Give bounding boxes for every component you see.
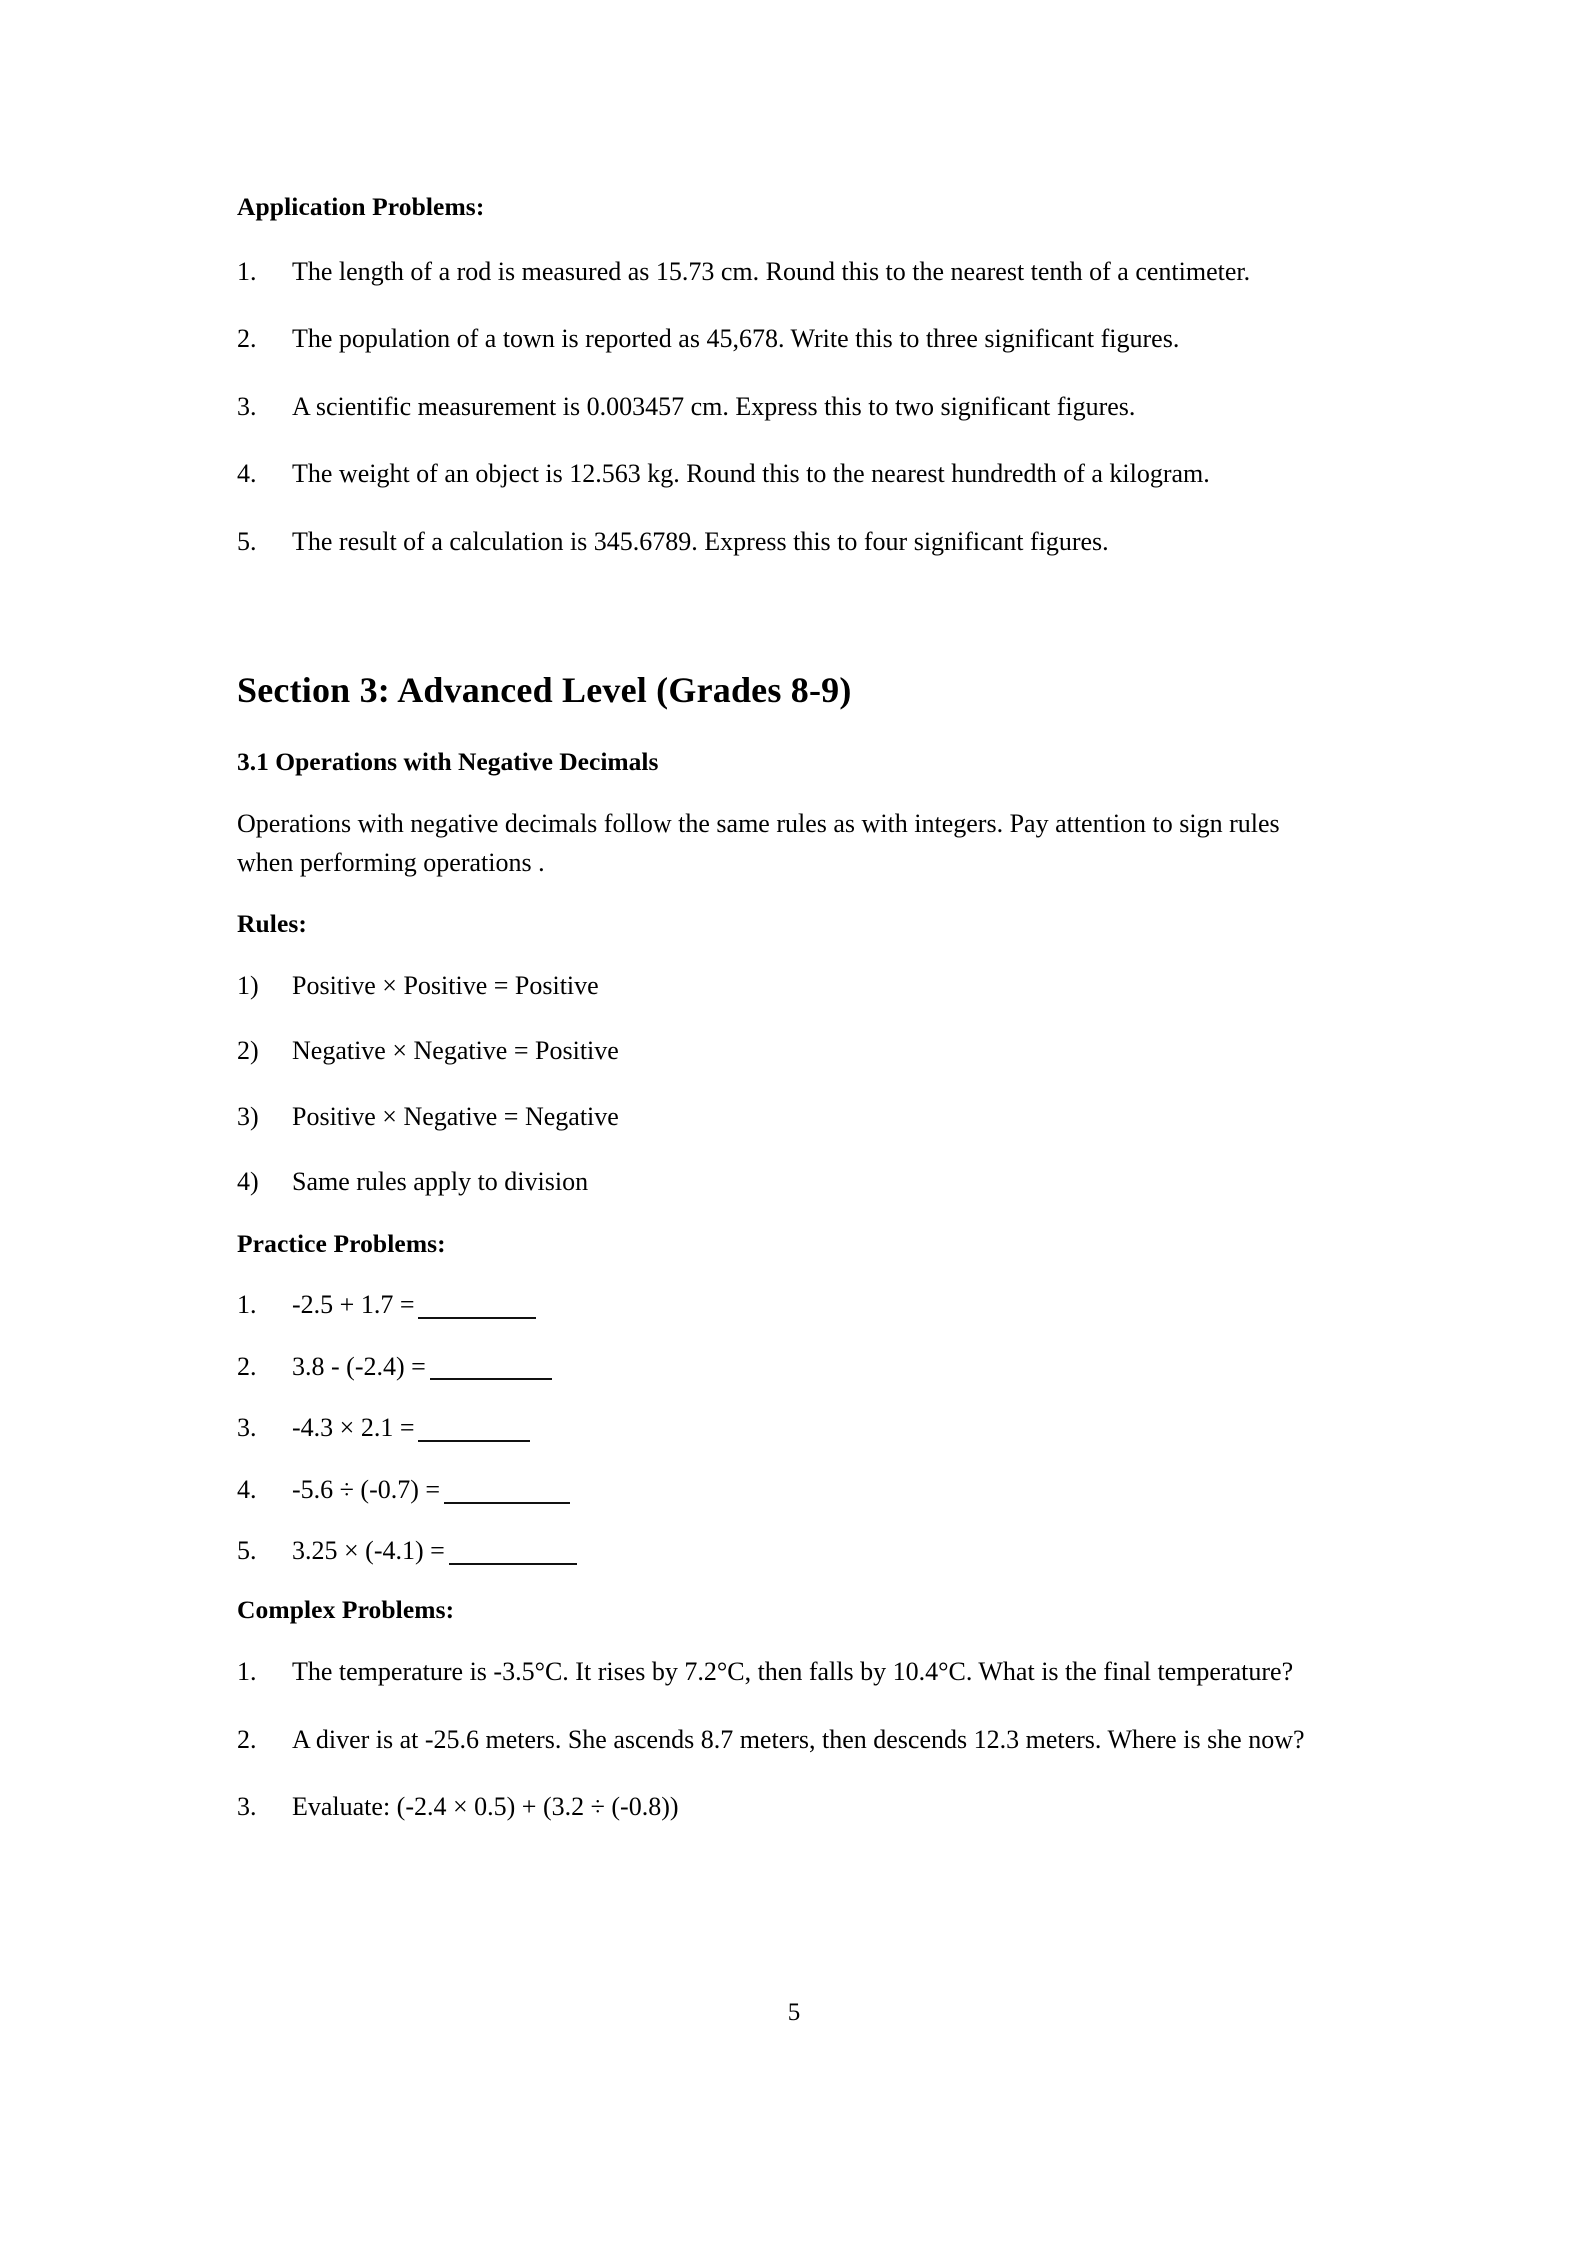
page-number: 5 <box>787 1999 801 2026</box>
spacer <box>237 561 1337 669</box>
spacer <box>237 712 1337 747</box>
list-item <box>237 966 1337 1006</box>
list-item-text: Positive × Positive = Positive <box>292 970 599 1000</box>
list-item <box>237 454 1337 494</box>
spacer <box>237 1259 1337 1285</box>
list-item-text: Positive × Negative = Negative <box>292 1101 619 1131</box>
list-item <box>237 1162 1337 1202</box>
list-item-text: A diver is at -25.6 meters. She ascends 8.7 meters, then descends 12.3 meters. Where is she now? <box>292 1724 1305 1754</box>
answer-blank[interactable] <box>418 1293 536 1319</box>
list-marker: 4) <box>237 1167 259 1197</box>
practice-problems-list <box>237 1285 1337 1571</box>
application-problems-heading: Application Problems: <box>237 192 485 221</box>
list-marker: 4. <box>237 459 257 489</box>
list-marker: 2. <box>237 324 257 354</box>
page-content <box>237 192 1337 1827</box>
list-item <box>237 1347 1337 1387</box>
list-item <box>237 522 1337 562</box>
list-item-text: The length of a rod is measured as 15.73 cm. Round this to the nearest tenth of a centimeter. <box>292 256 1251 286</box>
spacer <box>237 940 1337 966</box>
spacer <box>237 1202 1337 1229</box>
list-item-text: Same rules apply to division <box>292 1167 589 1197</box>
list-marker: 2) <box>237 1036 259 1066</box>
list-item-text: A scientific measurement is 0.003457 cm. Express this to two significant figures. <box>292 391 1136 421</box>
spacer <box>237 223 1337 252</box>
list-marker: 1. <box>237 256 257 286</box>
list-item-text: The result of a calculation is 345.6789. Express this to four significant figures. <box>292 526 1109 556</box>
list-item <box>237 1531 1337 1571</box>
subsection-3-1-paragraph: Operations with negative decimals follow the same rules as with integers. Pay attention to sign rules when performing operations . <box>237 808 1280 878</box>
application-problems-list <box>237 252 1337 562</box>
spacer <box>237 1625 1337 1652</box>
list-marker: 2. <box>237 1724 257 1754</box>
list-marker: 3) <box>237 1101 259 1131</box>
list-item <box>237 1470 1337 1510</box>
list-item <box>237 1720 1337 1760</box>
list-marker: 1) <box>237 970 259 1000</box>
list-item-text: Evaluate: (-2.4 × 0.5) + (3.2 ÷ (-0.8)) <box>292 1792 679 1822</box>
list-marker: 1. <box>237 1290 257 1320</box>
list-marker: 1. <box>237 1657 257 1687</box>
complex-problems-list <box>237 1652 1337 1827</box>
list-marker: 3. <box>237 1413 257 1443</box>
practice-expression: 3.25 × (-4.1) = <box>292 1536 445 1566</box>
list-item <box>237 1031 1337 1071</box>
list-item <box>237 1408 1337 1448</box>
list-marker: 4. <box>237 1474 257 1504</box>
practice-expression: -5.6 ÷ (-0.7) = <box>292 1474 441 1504</box>
list-item <box>237 1652 1337 1692</box>
list-item <box>237 387 1337 427</box>
list-marker: 3. <box>237 1792 257 1822</box>
list-item <box>237 252 1337 292</box>
list-item-text: The temperature is -3.5°C. It rises by 7.2°C, then falls by 10.4°C. What is the final temperature? <box>292 1657 1294 1687</box>
list-item <box>237 319 1337 359</box>
section-3-title: Section 3: Advanced Level (Grades 8-9) <box>237 670 852 711</box>
answer-blank[interactable] <box>449 1539 577 1565</box>
spacer <box>237 883 1337 909</box>
list-marker: 5. <box>237 526 257 556</box>
spacer <box>237 1571 1337 1595</box>
subsection-3-1-heading: 3.1 Operations with Negative Decimals <box>237 747 659 777</box>
practice-expression: -4.3 × 2.1 = <box>292 1413 415 1443</box>
list-item-text: Negative × Negative = Positive <box>292 1036 619 1066</box>
rules-heading: Rules: <box>237 908 308 938</box>
answer-blank[interactable] <box>418 1416 530 1442</box>
practice-expression: 3.8 - (-2.4) = <box>292 1351 426 1381</box>
rules-list <box>237 966 1337 1202</box>
answer-blank[interactable] <box>444 1478 570 1504</box>
spacer <box>237 778 1337 804</box>
list-item-text: The weight of an object is 12.563 kg. Round this to the nearest hundredth of a kilogram. <box>292 459 1210 489</box>
list-item <box>237 1787 1337 1827</box>
answer-blank[interactable] <box>430 1355 552 1381</box>
complex-problems-heading: Complex Problems: <box>237 1594 455 1624</box>
list-marker: 2. <box>237 1351 257 1381</box>
list-item-text: The population of a town is reported as 45,678. Write this to three significant figures. <box>292 324 1180 354</box>
list-item <box>237 1285 1337 1325</box>
list-item <box>237 1097 1337 1137</box>
practice-problems-heading: Practice Problems: <box>237 1228 446 1258</box>
list-marker: 3. <box>237 391 257 421</box>
practice-expression: -2.5 + 1.7 = <box>292 1290 415 1320</box>
list-marker: 5. <box>237 1536 257 1566</box>
